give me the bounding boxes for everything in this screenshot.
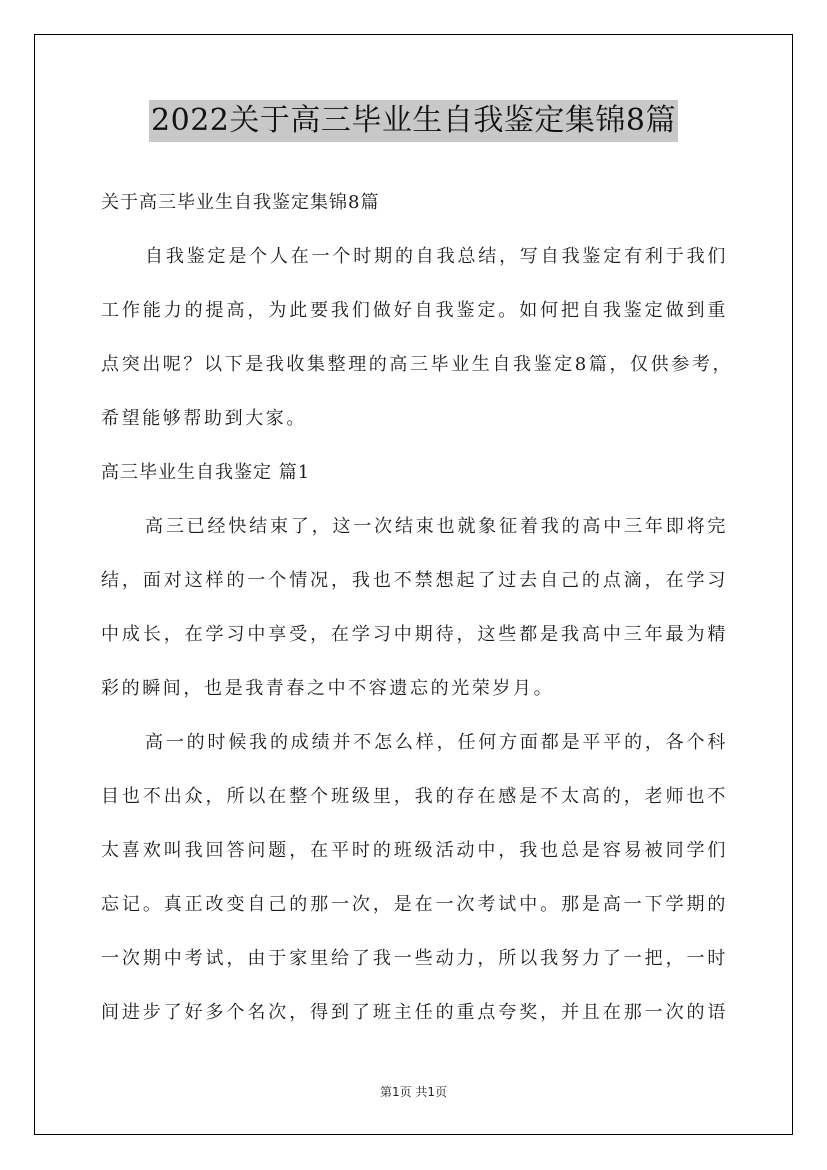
paragraph-line: 太喜欢叫我回答问题，在平时的班级活动中，我也总是容易被同学们 [101, 840, 728, 861]
intro-line: 希望能够帮助到大家。 [101, 408, 307, 429]
intro-line: 自我鉴定是个人在一个时期的自我总结，写自我鉴定有利于我们 [145, 246, 728, 267]
document-subtitle: 关于高三毕业生自我鉴定集锦8篇 [101, 192, 380, 213]
paragraph-line: 彩的瞬间，也是我青春之中不容遗忘的光荣岁月。 [101, 678, 555, 699]
document-title: 2022关于高三毕业生自我鉴定集锦8篇 [149, 100, 678, 142]
intro-line: 工作能力的提高，为此要我们做好自我鉴定。如何把自我鉴定做到重 [101, 300, 728, 321]
title-container [0, 100, 827, 142]
paragraph-line: 中成长，在学习中享受，在学习中期待，这些都是我高中三年最为精 [101, 624, 728, 645]
paragraph-line: 忘记。真正改变自己的那一次，是在一次考试中。那是高一下学期的 [101, 894, 728, 915]
paragraph-line: 一次期中考试，由于家里给了我一些动力，所以我努力了一把，一时 [101, 948, 728, 969]
paragraph-line: 高一的时候我的成绩并不怎么样，任何方面都是平平的，各个科 [145, 732, 728, 753]
section-heading: 高三毕业生自我鉴定 篇1 [101, 462, 311, 483]
paragraph-line: 间进步了好多个名次，得到了班主任的重点夸奖，并且在那一次的语 [101, 1002, 728, 1023]
document-body [101, 176, 734, 1040]
page-number: 第1页 共1页 [379, 1085, 448, 1099]
intro-line: 点突出呢？以下是我收集整理的高三毕业生自我鉴定8篇，仅供参考， [101, 354, 734, 375]
paragraph-line: 目也不出众，所以在整个班级里，我的存在感是不太高的，老师也不 [101, 786, 728, 807]
paragraph-line: 高三已经快结束了，这一次结束也就象征着我的高中三年即将完 [145, 516, 728, 537]
paragraph-line: 结，面对这样的一个情况，我也不禁想起了过去自己的点滴，在学习 [101, 570, 728, 591]
